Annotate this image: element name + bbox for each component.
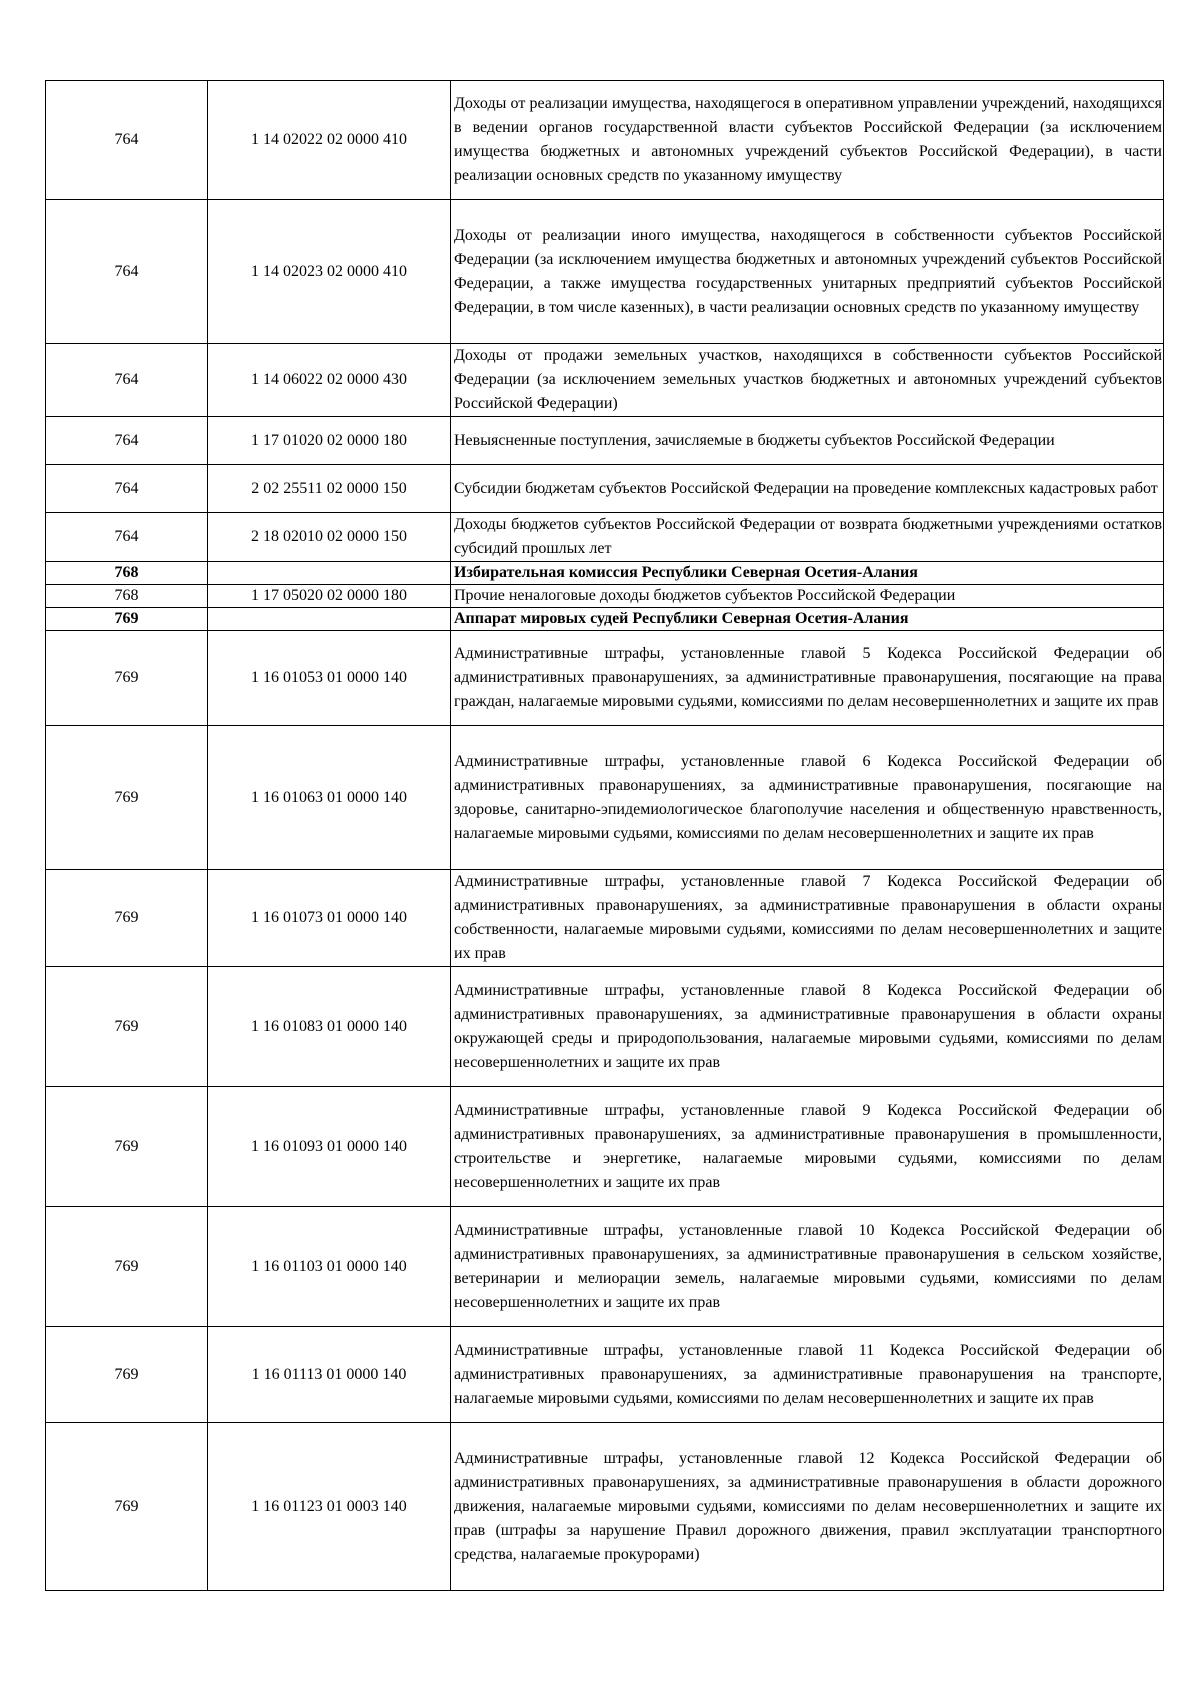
admin-code-cell: 764 xyxy=(46,417,208,465)
table-row xyxy=(46,1327,1164,1423)
income-name-cell: Административные штрафы, установленные главой 8 Кодекса Российской Федерации об административных правонарушениях, за административные правонарушения в области охраны окружающей среды и природопользования, налагаемые мировыми судьями, комиссиями по делам несовершеннолетних и защите их прав xyxy=(451,967,1164,1087)
income-code-cell: 1 16 01053 01 0000 140 xyxy=(208,631,451,726)
income-code-cell: 1 16 01063 01 0000 140 xyxy=(208,726,451,870)
income-code-cell: 1 17 01020 02 0000 180 xyxy=(208,417,451,465)
income-code-cell: 1 16 01113 01 0000 140 xyxy=(208,1327,451,1423)
table-row xyxy=(46,513,1164,562)
admin-code-cell: 769 xyxy=(46,1327,208,1423)
section-header-row xyxy=(46,608,1164,631)
income-code-cell: 1 16 01103 01 0000 140 xyxy=(208,1207,451,1327)
table-row xyxy=(46,465,1164,513)
admin-code-cell: 769 xyxy=(46,967,208,1087)
income-code-cell: 1 14 02023 02 0000 410 xyxy=(208,200,451,344)
admin-code-cell: 769 xyxy=(46,1423,208,1591)
income-code-cell: 1 16 01093 01 0000 140 xyxy=(208,1087,451,1207)
admin-code-cell: 768 xyxy=(46,585,208,608)
table-row xyxy=(46,1423,1164,1591)
table-row xyxy=(46,631,1164,726)
income-name-cell: Административные штрафы, установленные главой 12 Кодекса Российской Федерации об административных правонарушениях, за административные правонарушения в области дорожного движения, налагаемые мировыми судьями, комиссиями по делам несовершеннолетних и защите их прав (штрафы за нарушение Правил дорожного движения, правил эксплуатации транспортного средства, налагаемые прокурорами) xyxy=(451,1423,1164,1591)
table-row xyxy=(46,967,1164,1087)
table-row xyxy=(46,726,1164,870)
admin-code-cell: 764 xyxy=(46,513,208,562)
income-name-cell: Доходы от продажи земельных участков, находящихся в собственности субъектов Российской Федерации (за исключением земельных участков бюджетных и автономных учреждений субъектов Российской Федерации) xyxy=(451,344,1164,417)
income-name-cell: Доходы от реализации имущества, находящегося в оперативном управлении учреждений, находящихся в ведении органов государственной власти субъектов Российской Федерации (за исключением имущества бюджетных и автономных учреждений субъектов Российской Федерации), в части реализации основных средств по указанному имуществу xyxy=(451,81,1164,200)
income-name-cell: Административные штрафы, установленные главой 11 Кодекса Российской Федерации об административных правонарушениях, за административные правонарушения на транспорте, налагаемые мировыми судьями, комиссиями по делам несовершеннолетних и защите их прав xyxy=(451,1327,1164,1423)
income-name-cell: Административные штрафы, установленные главой 6 Кодекса Российской Федерации об административных правонарушениях, за административные правонарушения, посягающие на здоровье, санитарно-эпидемиологическое благополучие населения и общественную нравственность, налагаемые мировыми судьями, комиссиями по делам несовершеннолетних и защите их прав xyxy=(451,726,1164,870)
income-name-cell: Административные штрафы, установленные главой 10 Кодекса Российской Федерации об административных правонарушениях, за административные правонарушения в сельском хозяйстве, ветеринарии и мелиорации земель, налагаемые мировыми судьями, комиссиями по делам несовершеннолетних и защите их прав xyxy=(451,1207,1164,1327)
income-code-cell: 1 14 02022 02 0000 410 xyxy=(208,81,451,200)
income-code-cell xyxy=(208,562,451,585)
income-name-cell: Административные штрафы, установленные главой 9 Кодекса Российской Федерации об административных правонарушениях, за административные правонарушения в промышленности, строительстве и энергетике, налагаемые мировыми судьями, комиссиями по делам несовершеннолетних и защите их прав xyxy=(451,1087,1164,1207)
admin-code-cell: 764 xyxy=(46,344,208,417)
income-name-cell: Доходы бюджетов субъектов Российской Федерации от возврата бюджетными учреждениями остатков субсидий прошлых лет xyxy=(451,513,1164,562)
income-name-cell: Субсидии бюджетам субъектов Российской Федерации на проведение комплексных кадастровых работ xyxy=(451,465,1164,513)
table-row xyxy=(46,200,1164,344)
section-title-cell: Аппарат мировых судей Республики Северная Осетия-Алания xyxy=(451,608,1164,631)
income-code-cell: 2 02 25511 02 0000 150 xyxy=(208,465,451,513)
income-code-cell xyxy=(208,608,451,631)
table-row xyxy=(46,344,1164,417)
section-title-cell: Избирательная комиссия Республики Северная Осетия-Алания xyxy=(451,562,1164,585)
table-row xyxy=(46,1207,1164,1327)
admin-code-cell: 769 xyxy=(46,631,208,726)
table-row xyxy=(46,585,1164,608)
income-name-cell: Административные штрафы, установленные главой 7 Кодекса Российской Федерации об административных правонарушениях, за административные правонарушения в области охраны собственности, налагаемые мировыми судьями, комиссиями по делам несовершеннолетних и защите их прав xyxy=(451,870,1164,967)
admin-code-cell: 769 xyxy=(46,1087,208,1207)
admin-code-cell: 768 xyxy=(46,562,208,585)
table-row xyxy=(46,417,1164,465)
income-code-cell: 1 17 05020 02 0000 180 xyxy=(208,585,451,608)
income-code-cell: 2 18 02010 02 0000 150 xyxy=(208,513,451,562)
admin-code-cell: 769 xyxy=(46,726,208,870)
income-name-cell: Административные штрафы, установленные главой 5 Кодекса Российской Федерации об административных правонарушениях, за административные правонарушения, посягающие на права граждан, налагаемые мировыми судьями, комиссиями по делам несовершеннолетних и защите их прав xyxy=(451,631,1164,726)
income-name-cell: Прочие неналоговые доходы бюджетов субъектов Российской Федерации xyxy=(451,585,1164,608)
income-code-cell: 1 14 06022 02 0000 430 xyxy=(208,344,451,417)
income-name-cell: Невыясненные поступления, зачисляемые в бюджеты субъектов Российской Федерации xyxy=(451,417,1164,465)
admin-code-cell: 764 xyxy=(46,81,208,200)
income-code-cell: 1 16 01123 01 0003 140 xyxy=(208,1423,451,1591)
table-row xyxy=(46,81,1164,200)
admin-code-cell: 769 xyxy=(46,608,208,631)
admin-code-cell: 769 xyxy=(46,870,208,967)
income-codes-table xyxy=(45,80,1164,1591)
section-header-row xyxy=(46,562,1164,585)
income-name-cell: Доходы от реализации иного имущества, находящегося в собственности субъектов Российской Федерации (за исключением имущества бюджетных и автономных учреждений субъектов Российской Федерации, а также имущества государственных унитарных предприятий субъектов Российской Федерации, в том числе казенных), в части реализации основных средств по указанному имуществу xyxy=(451,200,1164,344)
table-row xyxy=(46,1087,1164,1207)
admin-code-cell: 764 xyxy=(46,200,208,344)
income-code-cell: 1 16 01083 01 0000 140 xyxy=(208,967,451,1087)
admin-code-cell: 769 xyxy=(46,1207,208,1327)
admin-code-cell: 764 xyxy=(46,465,208,513)
income-code-cell: 1 16 01073 01 0000 140 xyxy=(208,870,451,967)
table-row xyxy=(46,870,1164,967)
